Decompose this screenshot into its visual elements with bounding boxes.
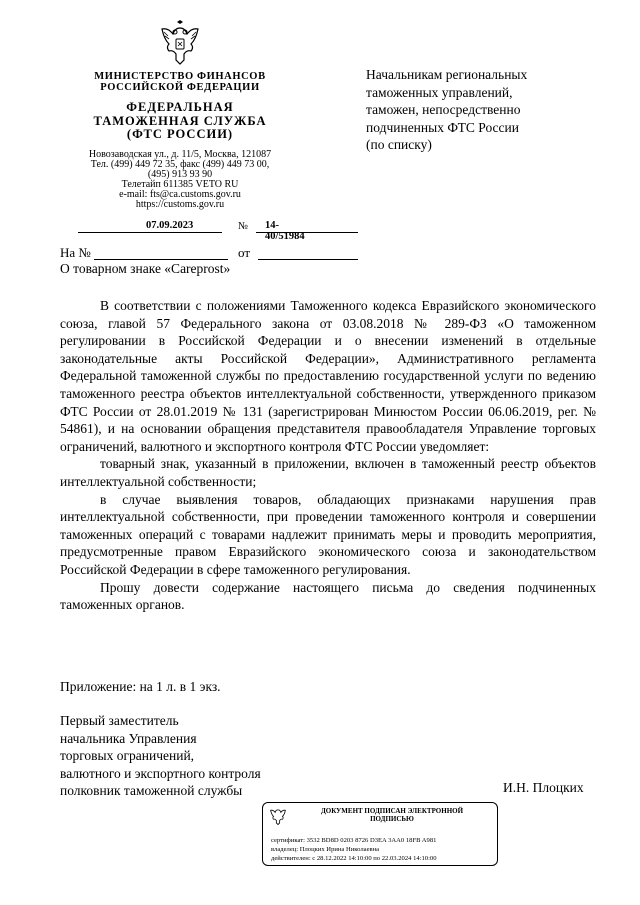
letter-body: [60, 297, 596, 614]
recipient-line: подчиненных ФТС России: [366, 119, 519, 135]
reference-from-label: от: [238, 245, 251, 260]
contact-details: [60, 150, 300, 210]
body-paragraph: товарный знак, указанный в приложении, включен в таможенный реестр объектов интеллектуальной собственности;: [60, 456, 596, 489]
contact-line: Новозаводская ул., д. 11/5, Москва, 121087: [88, 149, 272, 160]
contact-email[interactable]: e-mail: fts@ca.customs.gov.ru: [119, 189, 241, 200]
recipient-line: (по списку): [366, 137, 432, 153]
recipient-line: Начальникам региональных: [366, 67, 528, 82]
contact-website[interactable]: https://customs.gov.ru: [135, 199, 225, 210]
signer-position-line: торговых ограничений,: [60, 748, 195, 764]
signer-position-line: валютного и экспортного контроля: [60, 765, 261, 781]
service-line: ФЕДЕРАЛЬНАЯ: [126, 100, 234, 114]
ministry-name: [60, 71, 300, 93]
registration-line: [60, 218, 305, 242]
ministry-line: РОССИЙСКОЙ ФЕДЕРАЦИИ: [100, 82, 260, 93]
signer-name: И.Н. Плоцких: [503, 780, 584, 795]
reference-number-underline: [94, 259, 228, 260]
recipient-line: таможен, непосредственно: [366, 102, 521, 118]
document-number: 14-40/51984: [265, 220, 305, 242]
date-underline: [78, 232, 222, 233]
stamp-owner: владелец: Плоцких Ирина Николаевна: [271, 846, 380, 853]
reference-label: На №: [60, 245, 91, 260]
contact-line: (495) 913 93 90: [147, 169, 213, 180]
attachment-note: Приложение: на 1 л. в 1 экз.: [60, 679, 221, 694]
signer-position: [60, 712, 261, 800]
contact-line: Телетайп 611385 VETO RU: [121, 179, 239, 190]
reference-line: [60, 245, 300, 261]
stamp-emblem-icon: [269, 806, 287, 826]
stamp-validity: действителен: с 28.12.2022 14:10:00 по 22.03.2024 14:10:00: [271, 855, 437, 862]
service-name: [60, 101, 300, 142]
body-paragraph: Прошу довести содержание настоящего письма до сведения подчиненных таможенных органов.: [60, 579, 596, 613]
signer-position-line: полковник таможенной службы: [60, 783, 243, 799]
ministry-line: МИНИСТЕРСТВО ФИНАНСОВ: [94, 71, 266, 82]
contact-line: Тел. (499) 449 72 35, факс (499) 449 73 00,: [90, 159, 270, 170]
subject-line: О товарном знаке «Careprost»: [60, 261, 231, 276]
service-line: ТАМОЖЕННАЯ СЛУЖБА: [93, 113, 267, 128]
stamp-title-line: ПОДПИСЬЮ: [370, 815, 414, 823]
reference-date-underline: [258, 259, 358, 260]
stamp-title-line: ДОКУМЕНТ ПОДПИСАН ЭЛЕКТРОННОЙ: [320, 807, 464, 815]
service-line: (ФТС РОССИИ): [126, 127, 234, 141]
number-sign: №: [238, 221, 249, 232]
coat-of-arms-icon: [158, 20, 202, 66]
recipient-block: [366, 66, 606, 154]
signer-position-line: начальника Управления: [60, 730, 197, 746]
electronic-signature-stamp: [262, 802, 498, 866]
signer-position-line: Первый заместитель: [60, 713, 179, 728]
body-paragraph: в случае выявления товаров, обладающих признаками нарушения прав интеллектуальной собственности, при проведении таможенного контроля и совершении таможенных операций с товарами надлежит принимать меры и проводить мероприятия, предусмотренные правом Евразийского экономического союза и законодательством Российской Федерации в сфере таможенного регулирования.: [60, 491, 596, 577]
stamp-title: [293, 807, 491, 823]
document-date: 07.09.2023: [146, 220, 194, 231]
body-paragraph: В соответствии с положениями Таможенного кодекса Евразийского экономического союза, главой 57 Федерального закона от 03.08.2018 № 289-ФЗ «О таможенном регулировании в Российской Федерации и о внесении изменений в отдельные законодательные акты Российской Федерации», Административного регламента Федеральной таможенной службы по предоставлению государственной услуги по ведению таможенного реестра объектов интеллектуальной собственности, утвержденного приказом ФТС России от 28.01.2019 № 131 (зарегистрирован Минюстом России 06.06.2019, рег. № 54861), и на основании обращения представителя правообладателя Управление торговых ограничений, валютного и экспортного контроля ФТС России уведомляет:: [60, 298, 596, 454]
recipient-line: таможенных управлений,: [366, 84, 513, 100]
stamp-certificate: сертификат: 3532 BD8D 0203 8726 D3EA 3AA0 18FB A981: [271, 837, 437, 844]
